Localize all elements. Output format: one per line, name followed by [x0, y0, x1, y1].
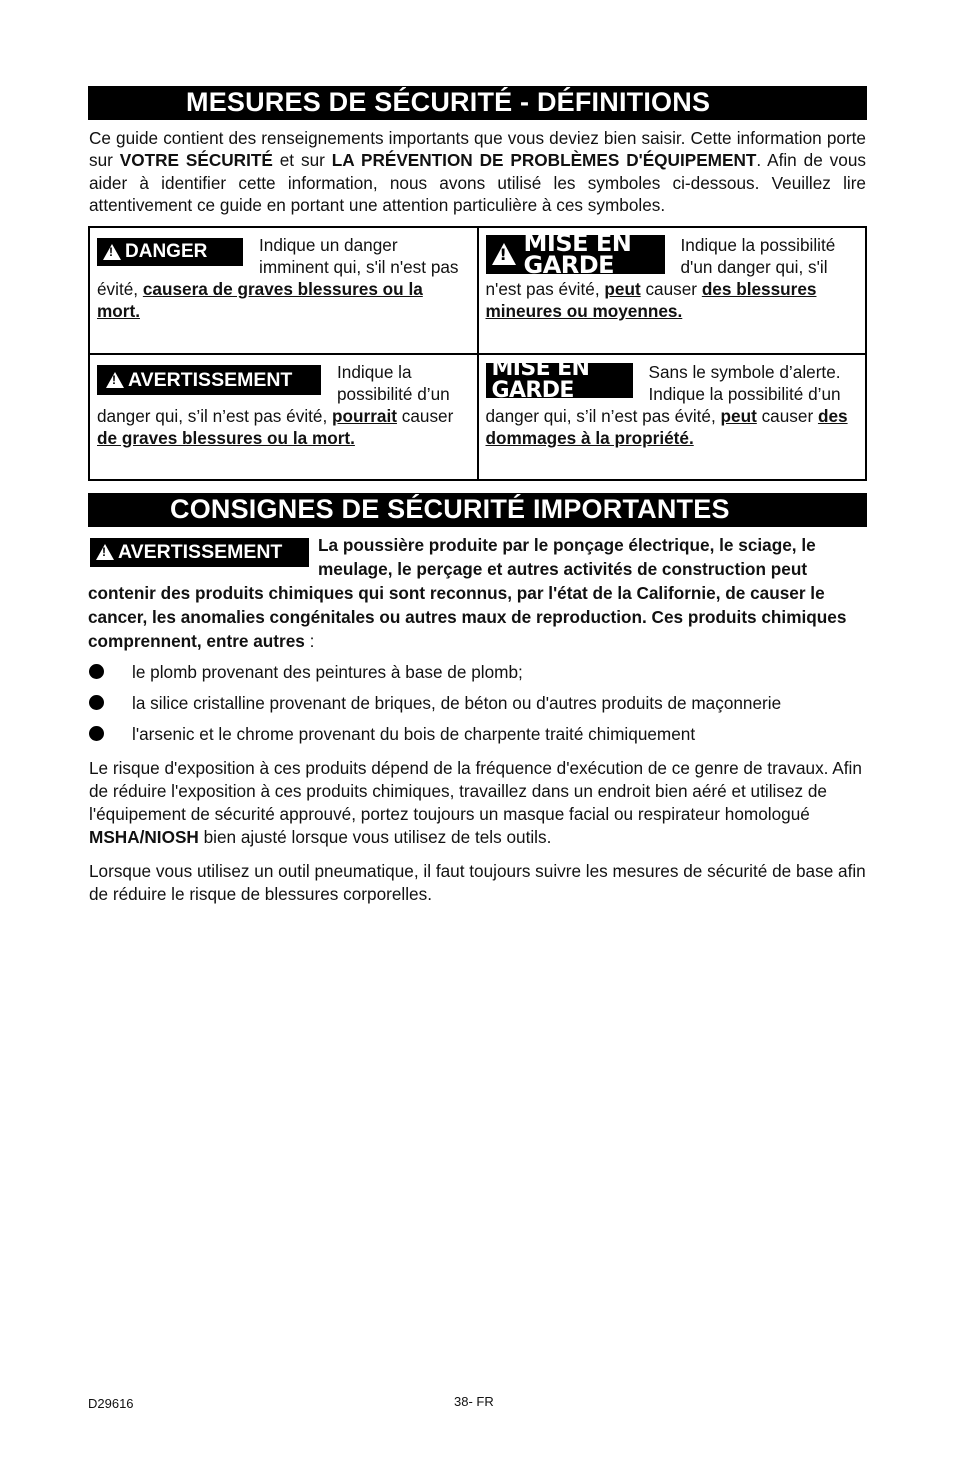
exposure-paragraph: Le risque d'exposition à ces produits dépend de la fréquence d'exécution de ce genre de travaux. Afin de réduire l'exposition à ces produits chimiques, travaillez dans un endroit bien aéré et utilisez de l'équipement de sécurité approuvé, portez toujours un masque facial ou respirateur homologué MSHA/NIOSH bien ajusté lorsque vous utilisez de tels outils.	[89, 757, 862, 847]
bullet-icon	[89, 664, 104, 679]
danger-signal-badge: ! DANGER	[97, 238, 243, 266]
list-item: la silice cristalline provenant de briques, de béton ou d'autres produits de maçonnerie	[88, 692, 867, 715]
document-number: D29616	[88, 1396, 134, 1411]
definition-mise-en-garde-no-symbol: MISE EN GARDE Sans le symbole d’alerte. Indique la possibilité d’un danger qui, s’il n’est pas évité, peut causer des dommages à la propriété.	[478, 354, 867, 480]
page-number: 38- FR	[454, 1394, 494, 1409]
pneumatic-tool-paragraph: Lorsque vous utilisez un outil pneumatique, il faut toujours suivre les mesures de sécurité de base afin de réduire le risque de blessures corporelles.	[89, 860, 866, 904]
definition-mise-en-garde: ! MISE EN GARDE Indique la possibilité d'un danger qui, s'il n'est pas évité, peut causer des blessures mineures ou moyennes.	[478, 227, 867, 354]
warning-triangle-icon	[106, 372, 124, 388]
section-title-safety-instructions: CONSIGNES DE SÉCURITÉ IMPORTANTES	[88, 493, 867, 527]
california-warning: ! AVERTISSEMENT La poussière produite par le ponçage électrique, le sciage, le meulage, le perçage et autres activités de construction peut contenir des produits chimiques qui sont reconnus, par l'état de la Californie, de causer le cancer, les anomalies congénitales ou autres maux de reproduction. Ces produits chimiques comprennent, entre autres :	[88, 533, 867, 653]
bullet-icon	[89, 695, 104, 710]
page-content	[88, 86, 867, 906]
warning-triangle-icon	[96, 544, 114, 560]
chemical-list	[88, 661, 867, 746]
signal-word-definitions-table	[88, 226, 867, 481]
section-title-definitions: MESURES DE SÉCURITÉ - DÉFINITIONS	[88, 86, 867, 120]
intro-paragraph: Ce guide contient des renseignements importants que vous deviez bien saisir. Cette information porte sur VOTRE SÉCURITÉ et sur LA PRÉVENTION DE PROBLÈMES D'ÉQUIPEMENT. Afin de vous aider à identifier cette information, nous avons utilisé les symboles ci-dessous. Veuillez lire attentivement ce guide en portant une attention particulière à ces symboles.	[89, 128, 866, 216]
bullet-icon	[89, 726, 104, 741]
list-item: le plomb provenant des peintures à base de plomb;	[88, 661, 867, 684]
avertissement-signal-badge: ! AVERTISSEMENT	[90, 538, 309, 567]
definition-avertissement: ! AVERTISSEMENT Indique la possibilité d’un danger qui, s’il n’est pas évité, pourrait causer de graves blessures ou la mort.	[89, 354, 478, 480]
avertissement-signal-badge: ! AVERTISSEMENT	[97, 365, 321, 395]
warning-triangle-icon	[103, 244, 121, 260]
list-item: l'arsenic et le chrome provenant du bois de charpente traité chimiquement	[88, 723, 867, 746]
warning-triangle-icon	[492, 243, 516, 265]
definition-danger: ! DANGER Indique un danger imminent qui, s'il n'est pas évité, causera de graves blessures ou la mort.	[89, 227, 478, 354]
mise-en-garde-signal-badge: ! MISE EN GARDE	[486, 235, 665, 274]
mise-en-garde-plain-badge: MISE EN GARDE	[486, 363, 633, 398]
